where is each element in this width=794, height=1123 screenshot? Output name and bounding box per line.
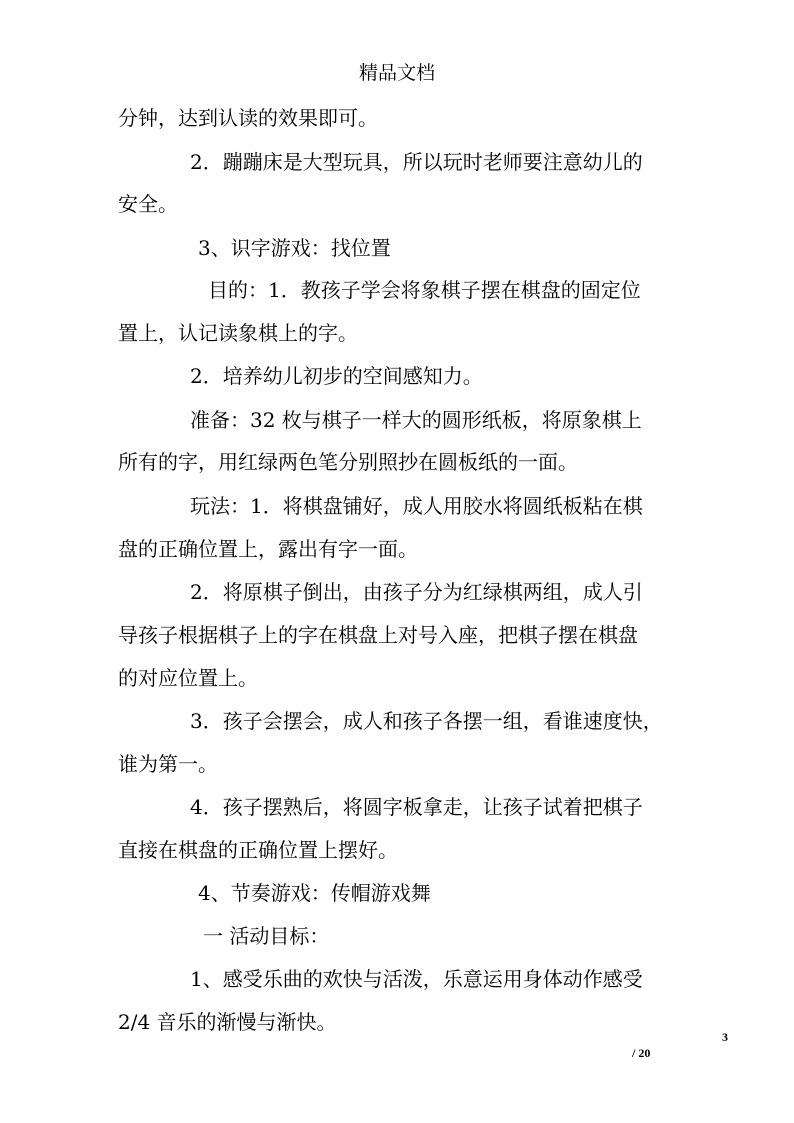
text-line: 4、节奏游戏：传帽游戏舞 [198,881,431,905]
page-header-title: 精品文档 [358,62,435,84]
text-line: 3．孩子会摆会，成人和孩子各摆一组，看谁速度快， [190,709,663,733]
text-line: 准备：32 枚与棋子一样大的圆形纸板，将原象棋上 [190,408,642,432]
text-line: 置上，认记读象棋上的字。 [118,321,358,345]
text-line: 4．孩子摆熟后，将圆字板拿走，让孩子试着把棋子 [190,795,643,819]
page-number: 3 [722,1030,728,1044]
text-line: 安全。 [118,192,178,216]
text-line: 目的：1．教孩子学会将象棋子摆在棋盘的固定位 [208,278,641,302]
text-line: 导孩子根据棋子上的字在棋盘上对号入座，把棋子摆在棋盘 [118,623,638,647]
text-line: 盘的正确位置上，露出有字一面。 [118,537,418,561]
text-line: 直接在棋盘的正确位置上摆好。 [118,838,398,862]
text-line: 2/4 音乐的渐慢与渐快。 [118,1010,337,1034]
text-line: 2．将原棋子倒出，由孩子分为红绿棋两组，成人引 [190,580,643,604]
text-line: 2．培养幼儿初步的空间感知力。 [190,364,483,388]
text-line: 1、感受乐曲的欢快与活泼，乐意运用身体动作感受 [190,967,643,991]
text-line: 谁为第一。 [118,752,218,776]
text-line: 3、识字游戏：找位置 [198,236,391,260]
text-line: 2．蹦蹦床是大型玩具，所以玩时老师要注意幼儿的 [190,150,643,174]
text-line: 所有的字，用红绿两色笔分别照抄在圆板纸的一面。 [118,450,578,474]
page-total: / 20 [632,1046,651,1060]
text-line: 玩法：1．将棋盘铺好，成人用胶水将圆纸板粘在棋 [190,494,643,518]
text-line: 的对应位置上。 [118,666,258,690]
text-line: 分钟，达到认读的效果即可。 [118,106,378,130]
text-line: 一 活动目标： [203,924,330,948]
